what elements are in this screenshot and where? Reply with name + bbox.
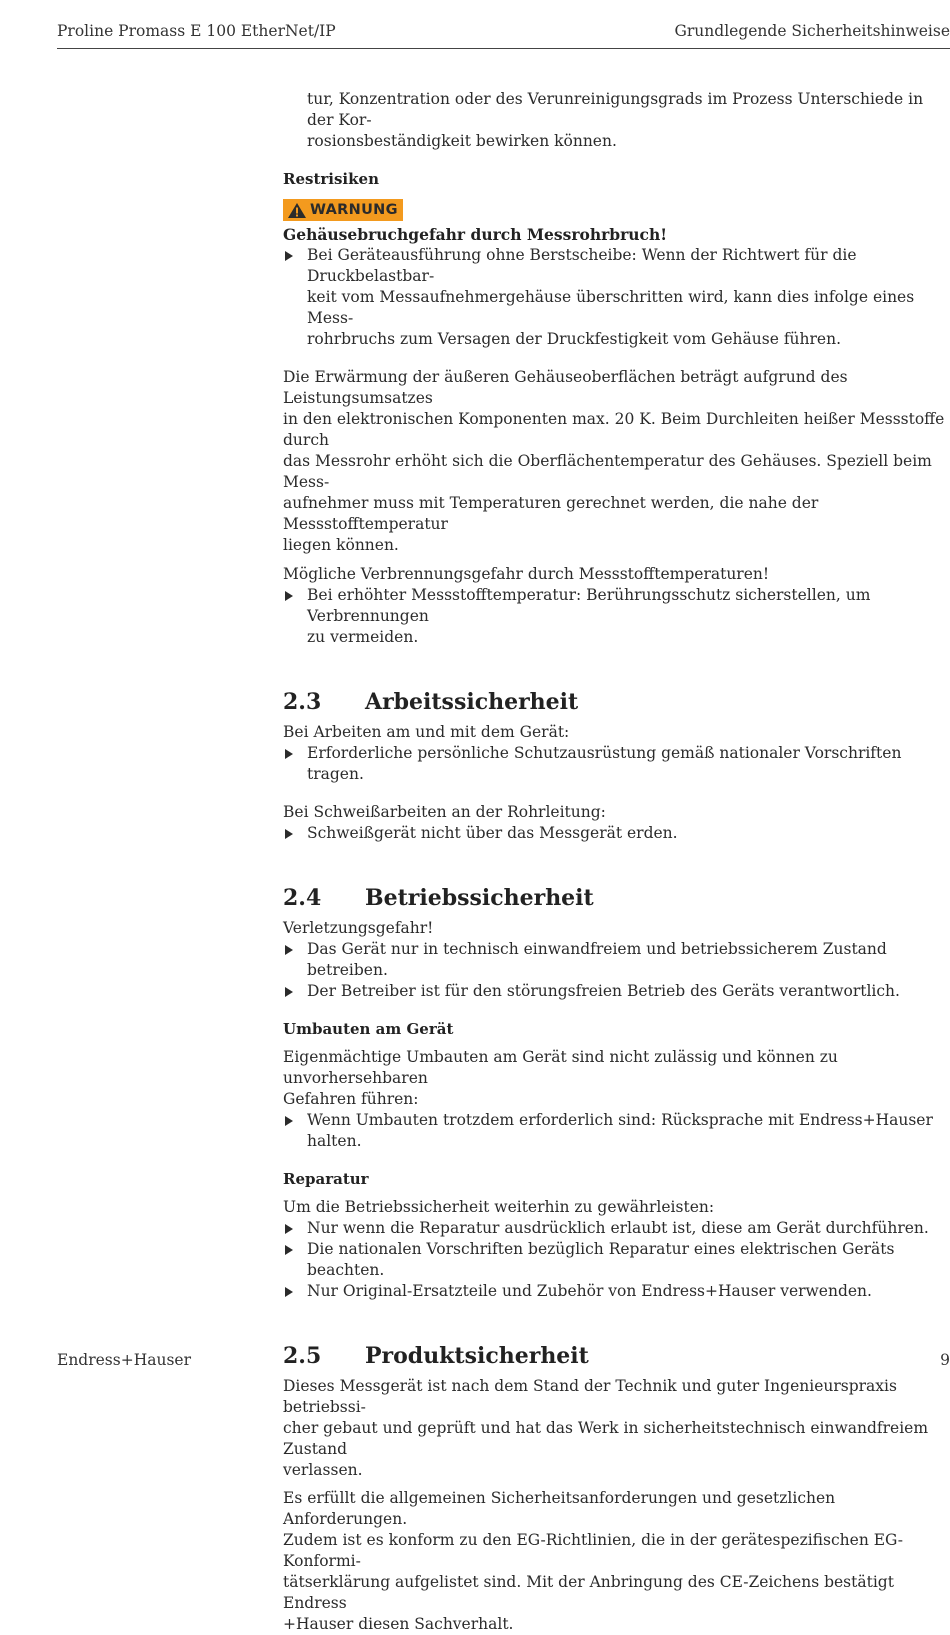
- burn-hazard-bullet: [283, 585, 950, 648]
- warning-bullet: [283, 245, 950, 350]
- bullet-item: Nur wenn die Reparatur ausdrücklich erlaubt ist, diese am Gerät durchführen.: [283, 1218, 950, 1239]
- section-heading-2-4: [283, 884, 950, 912]
- section-heading-2-5: [283, 1342, 950, 1370]
- continued-text-line: tur, Konzentration oder des Verunreinigungsgrads im Prozess Unterschiede in der Kor-: [307, 90, 924, 129]
- text-line: aufnehmer muss mit Temperaturen gerechnet werden, die nahe der Messstofftemperatur: [283, 494, 819, 533]
- bullet-item: Der Betreiber ist für den störungsfreien Betrieb des Geräts verantwortlich.: [283, 981, 950, 1002]
- heating-paragraph: [283, 367, 950, 556]
- product-safety-paragraph: [283, 1376, 950, 1481]
- section-number: 2.3: [283, 689, 322, 715]
- text-line: keit vom Messaufnehmergehäuse überschritten wird, kann dies infolge eines Mess-: [307, 288, 915, 327]
- text-line: Eigenmächtige Umbauten am Gerät sind nicht zulässig und können zu unvorhersehbaren: [283, 1048, 838, 1087]
- text-line: liegen können.: [283, 536, 399, 554]
- text-line: rohrbruchs zum Versagen der Druckfestigkeit vom Gehäuse führen.: [307, 330, 842, 348]
- section-title: Arbeitssicherheit: [365, 689, 579, 715]
- text-line: cher gebaut und geprüft und hat das Werk in sicherheitstechnisch einwandfreiem Zustand: [283, 1419, 929, 1458]
- text-line: Die Erwärmung der äußeren Gehäuseoberflächen beträgt aufgrund des Leistungsumsatzes: [283, 368, 848, 407]
- text-line: Zudem ist es konform zu den EG-Richtlinien, die in der gerätespezifischen EG-Konformi-: [283, 1531, 903, 1570]
- intro-text: Bei Arbeiten am und mit dem Gerät:: [283, 723, 570, 741]
- intro-text: Verletzungsgefahr!: [283, 919, 434, 937]
- text-line: zu vermeiden.: [307, 628, 419, 646]
- warning-badge: [283, 199, 403, 221]
- section-title: Produktsicherheit: [365, 1343, 589, 1369]
- burn-hazard-intro: Mögliche Verbrennungsgefahr durch Messstofftemperaturen!: [283, 565, 770, 583]
- warning-box: [283, 199, 950, 221]
- page-number: 9: [940, 1351, 950, 1369]
- bullet-item: Erforderliche persönliche Schutzausrüstung gemäß nationaler Vorschriften tragen.: [283, 743, 950, 785]
- text-line: das Messrohr erhöht sich die Oberflächentemperatur des Gehäuses. Speziell beim Mess-: [283, 452, 932, 491]
- running-header-product: Proline Promass E 100 EtherNet/IP: [57, 22, 336, 40]
- conformity-paragraph: [283, 1488, 950, 1635]
- warning-title: Gehäusebruchgefahr durch Messrohrbruch!: [283, 225, 668, 244]
- text-line: Gefahren führen:: [283, 1090, 419, 1108]
- bullet-item: Nur Original-Ersatzteile und Zubehör von Endress+Hauser verwenden.: [283, 1281, 950, 1302]
- umbauten-paragraph: [283, 1047, 950, 1110]
- warning-triangle-icon: [287, 202, 307, 219]
- text-line: Bei erhöhter Messstofftemperatur: Berührungsschutz sicherstellen, um Verbrennungen: [307, 586, 871, 625]
- restrisiken-heading: Restrisiken: [283, 170, 379, 188]
- section-title: Betriebssicherheit: [365, 885, 594, 911]
- bullet-item: Schweißgerät nicht über das Messgerät erden.: [283, 823, 950, 844]
- section-number: 2.5: [283, 1343, 322, 1369]
- section-heading-2-3: [283, 688, 950, 716]
- warning-label: WARNUNG: [310, 202, 398, 218]
- bullet-item: Die nationalen Vorschriften bezüglich Reparatur eines elektrischen Geräts beachten.: [283, 1239, 950, 1281]
- text-line: in den elektronischen Komponenten max. 20 K. Beim Durchleiten heißer Messstoffe durch: [283, 410, 945, 449]
- header-divider: [57, 48, 950, 49]
- text-line: Bei Geräteausführung ohne Berstscheibe: Wenn der Richtwert für die Druckbelastbar-: [307, 246, 857, 285]
- reparatur-heading: Reparatur: [283, 1170, 369, 1188]
- umbauten-heading: Umbauten am Gerät: [283, 1020, 454, 1038]
- bullet-item: Das Gerät nur in technisch einwandfreiem und betriebssicherem Zustand betreiben.: [283, 939, 950, 981]
- footer-brand: Endress+Hauser: [57, 1351, 191, 1369]
- continued-text-line: rosionsbeständigkeit bewirken können.: [307, 132, 617, 150]
- running-header-chapter: Grundlegende Sicherheitshinweise: [674, 22, 950, 40]
- text-line: verlassen.: [283, 1461, 363, 1479]
- text-line: Dieses Messgerät ist nach dem Stand der Technik und guter Ingenieurspraxis betriebssi-: [283, 1377, 897, 1416]
- text-line: +Hauser diesen Sachverhalt.: [283, 1615, 514, 1633]
- text-line: Es erfüllt die allgemeinen Sicherheitsanforderungen und gesetzlichen Anforderungen.: [283, 1489, 836, 1528]
- intro-text: Um die Betriebssicherheit weiterhin zu gewährleisten:: [283, 1198, 715, 1216]
- text-line: tätserklärung aufgelistet sind. Mit der Anbringung des CE-Zeichens bestätigt Endress: [283, 1573, 894, 1612]
- page-body: [283, 89, 950, 1635]
- bullet-item: Wenn Umbauten trotzdem erforderlich sind: Rücksprache mit Endress+Hauser halten.: [283, 1110, 950, 1152]
- intro-text: Bei Schweißarbeiten an der Rohrleitung:: [283, 803, 606, 821]
- section-number: 2.4: [283, 885, 322, 911]
